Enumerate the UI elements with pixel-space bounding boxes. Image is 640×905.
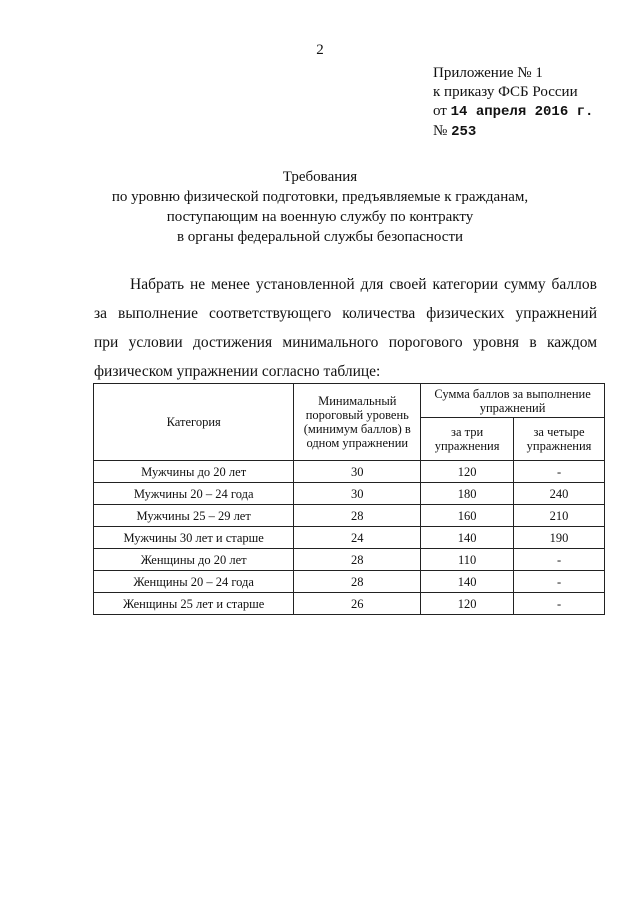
table-row [94,461,605,483]
cell-four: - [514,593,605,615]
cell-category: Мужчины 20 – 24 года [94,483,294,505]
cell-four: 240 [514,483,605,505]
cell-four: 190 [514,527,605,549]
table-row [94,483,605,505]
appendix-number: 253 [451,124,477,140]
cell-category: Женщины до 20 лет [94,549,294,571]
heading-line-4: в органы федеральной службы безопасности [176,229,464,245]
appendix-number-line [433,122,593,142]
appendix-number-prefix: № [433,123,452,139]
cell-three: 120 [421,593,514,615]
document-heading [60,167,580,247]
appendix-date-line [433,102,593,122]
body-paragraph [94,270,597,386]
body-line-3: при условии достижения минимального порогового уровня в каждом [94,334,597,351]
cell-category: Женщины 20 – 24 года [94,571,294,593]
cell-three: 180 [421,483,514,505]
cell-four: - [514,549,605,571]
appendix-order: к приказу ФСБ России [433,84,578,100]
header-min-threshold: Минимальный пороговый уровень (минимум баллов) в одном упражнении [294,384,421,461]
header-sum-points: Сумма баллов за выполнение упражнений [421,384,605,418]
body-line-2: за выполнение соответствующего количества физических упражнений [94,305,597,322]
requirements-table [93,383,605,615]
appendix-title: Приложение № 1 [433,65,543,81]
cell-category: Женщины 25 лет и старше [94,593,294,615]
appendix-date: 14 апреля 2016 г. [450,104,594,120]
heading-line-3: поступающим на военную службу по контракту [166,209,474,225]
cell-four: - [514,571,605,593]
table-row [94,593,605,615]
table-row [94,505,605,527]
cell-min: 28 [294,505,421,527]
body-line-1 [94,270,597,299]
cell-four: - [514,461,605,483]
cell-three: 160 [421,505,514,527]
cell-category: Мужчины 25 – 29 лет [94,505,294,527]
cell-three: 140 [421,527,514,549]
header-three-exercises: за три упражнения [421,418,514,461]
cell-min: 30 [294,483,421,505]
heading-line-2: по уровню физической подготовки, предъявляемые к гражданам, [111,189,529,205]
appendix-block [433,64,593,142]
heading-title: Требования [282,169,358,185]
table-row [94,549,605,571]
cell-three: 120 [421,461,514,483]
cell-min: 28 [294,549,421,571]
cell-min: 24 [294,527,421,549]
header-four-exercises: за четыре упражнения [514,418,605,461]
cell-category: Мужчины до 20 лет [94,461,294,483]
header-category: Категория [94,384,294,461]
cell-category: Мужчины 30 лет и старше [94,527,294,549]
cell-three: 140 [421,571,514,593]
cell-min: 28 [294,571,421,593]
cell-min: 26 [294,593,421,615]
appendix-date-prefix: от [433,103,451,119]
table-row [94,571,605,593]
cell-four: 210 [514,505,605,527]
body-line-4: физическом упражнении согласно таблице: [94,363,381,380]
cell-min: 30 [294,461,421,483]
table-row [94,527,605,549]
cell-three: 110 [421,549,514,571]
page-number: 2 [316,42,324,58]
body-line-1-text: Набрать не менее установленной для своей категории сумму баллов [130,276,597,293]
